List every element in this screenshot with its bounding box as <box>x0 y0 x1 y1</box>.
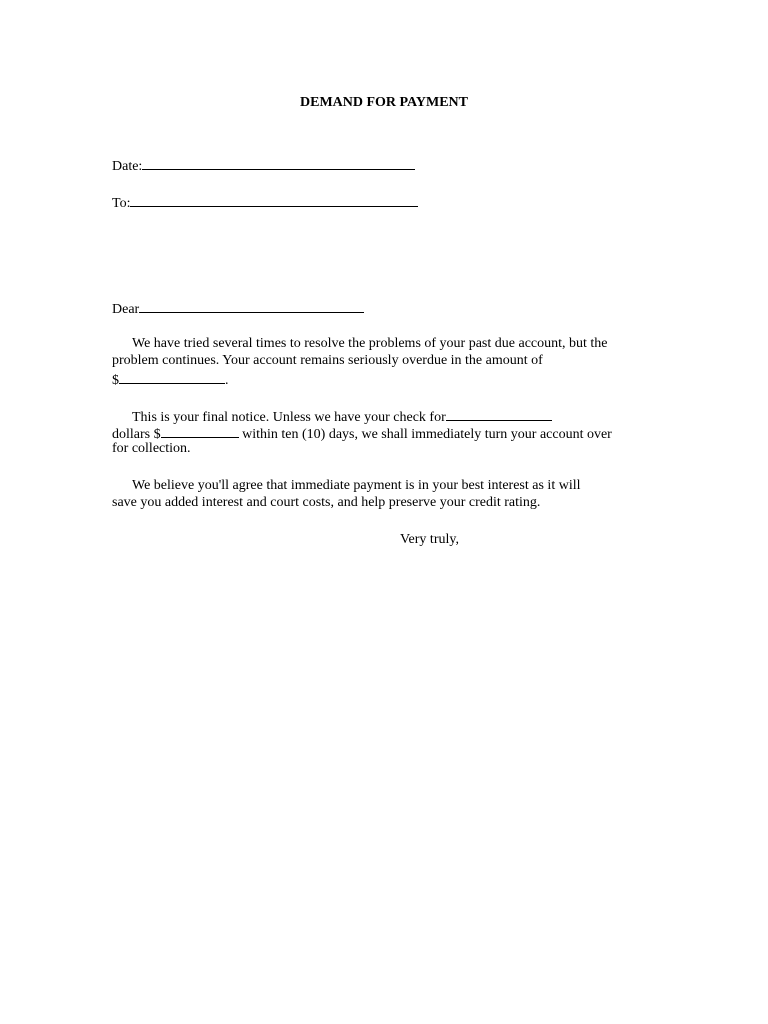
date-label: Date: <box>112 159 143 174</box>
p2-line3: for collection. <box>112 441 191 456</box>
p1-dollar-sign: $ <box>112 373 119 388</box>
p1-line1: We have tried several times to resolve the problems of your past due account, but the <box>132 336 608 351</box>
dear-line <box>112 298 364 318</box>
closing-salutation: Very truly, <box>400 532 459 547</box>
p1-period: . <box>225 373 229 388</box>
paragraph-best-interest <box>112 477 672 511</box>
dear-label: Dear <box>112 302 140 317</box>
paragraph-overdue <box>112 335 672 386</box>
to-blank[interactable] <box>130 192 418 207</box>
document-title: DEMAND FOR PAYMENT <box>300 95 468 110</box>
p3-line1: We believe you'll agree that immediate payment is in your best interest as it will <box>132 478 581 493</box>
p3-line2: save you added interest and court costs, and help preserve your credit rating. <box>112 495 541 510</box>
dear-blank[interactable] <box>139 298 364 313</box>
amount-blank[interactable] <box>119 369 225 384</box>
p1-line2: problem continues. Your account remains seriously overdue in the amount of <box>112 353 543 368</box>
p2-dollars-label: dollars $ <box>112 427 161 442</box>
check-amount-blank[interactable] <box>446 406 552 421</box>
to-label: To: <box>112 196 131 211</box>
p2-line1: This is your final notice. Unless we have your check for <box>132 410 446 425</box>
paragraph-final-notice <box>112 406 672 457</box>
date-line <box>112 155 415 175</box>
date-blank[interactable] <box>142 155 415 170</box>
dollars-blank[interactable] <box>161 423 239 438</box>
p2-line2-rest: within ten (10) days, we shall immediately turn your account over <box>238 427 612 442</box>
to-line <box>112 192 418 212</box>
